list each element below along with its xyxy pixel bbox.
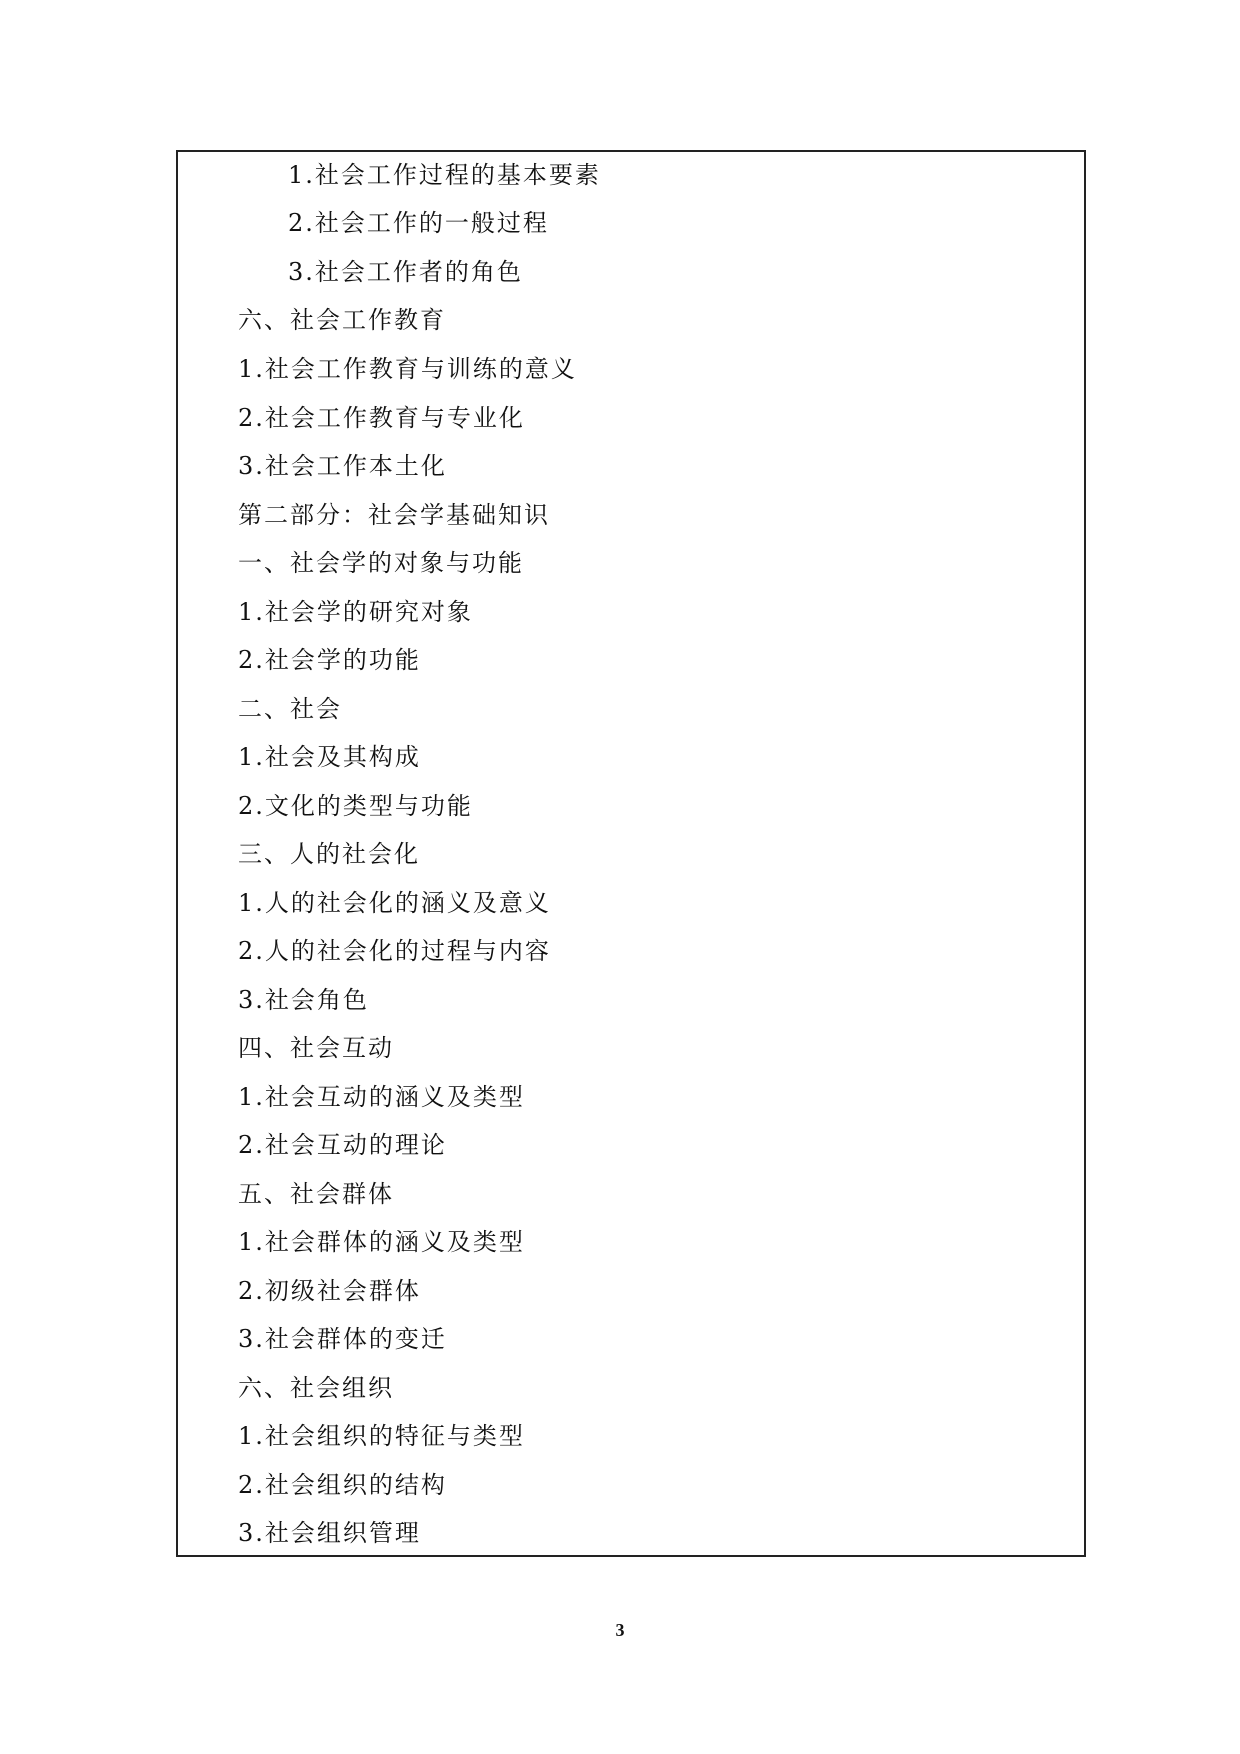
outline-line: 2.人的社会化的过程与内容 <box>238 937 551 965</box>
outline-line: 2.初级社会群体 <box>238 1277 421 1305</box>
outline-line: 2.社会组织的结构 <box>238 1471 447 1499</box>
outline-line: 3.社会角色 <box>238 986 369 1014</box>
outline-line: 3.社会工作本土化 <box>238 452 447 480</box>
outline-line: 2.文化的类型与功能 <box>238 792 473 820</box>
section-heading: 五、社会群体 <box>238 1180 394 1208</box>
part-heading: 第二部分：社会学基础知识 <box>238 501 550 529</box>
section-heading: 二、社会 <box>238 695 342 723</box>
section-heading: 三、人的社会化 <box>238 840 420 868</box>
section-heading: 六、社会工作教育 <box>238 306 446 334</box>
outline-line: 3.社会群体的变迁 <box>238 1325 447 1353</box>
outline-line: 1.社会工作教育与训练的意义 <box>238 355 577 383</box>
outline-line: 1.社会及其构成 <box>238 743 421 771</box>
section-heading: 一、社会学的对象与功能 <box>238 549 524 577</box>
outline-line: 2.社会工作教育与专业化 <box>238 404 525 432</box>
outline-line: 1.社会组织的特征与类型 <box>238 1422 525 1450</box>
outline-line: 1.社会工作过程的基本要素 <box>288 161 601 189</box>
outline-line: 2.社会工作的一般过程 <box>288 209 549 237</box>
outline-line: 3.社会工作者的角色 <box>288 258 523 286</box>
outline-line: 1.社会学的研究对象 <box>238 598 473 626</box>
outline-line: 2.社会学的功能 <box>238 646 421 674</box>
section-heading: 四、社会互动 <box>238 1034 394 1062</box>
outline-line: 2.社会互动的理论 <box>238 1131 447 1159</box>
page-number: 3 <box>615 1620 625 1640</box>
outline-line: 1.人的社会化的涵义及意义 <box>238 889 551 917</box>
outline-line: 1.社会互动的涵义及类型 <box>238 1083 525 1111</box>
section-heading: 六、社会组织 <box>238 1374 394 1402</box>
outline-line: 3.社会组织管理 <box>238 1519 421 1547</box>
outline-line: 1.社会群体的涵义及类型 <box>238 1228 525 1256</box>
